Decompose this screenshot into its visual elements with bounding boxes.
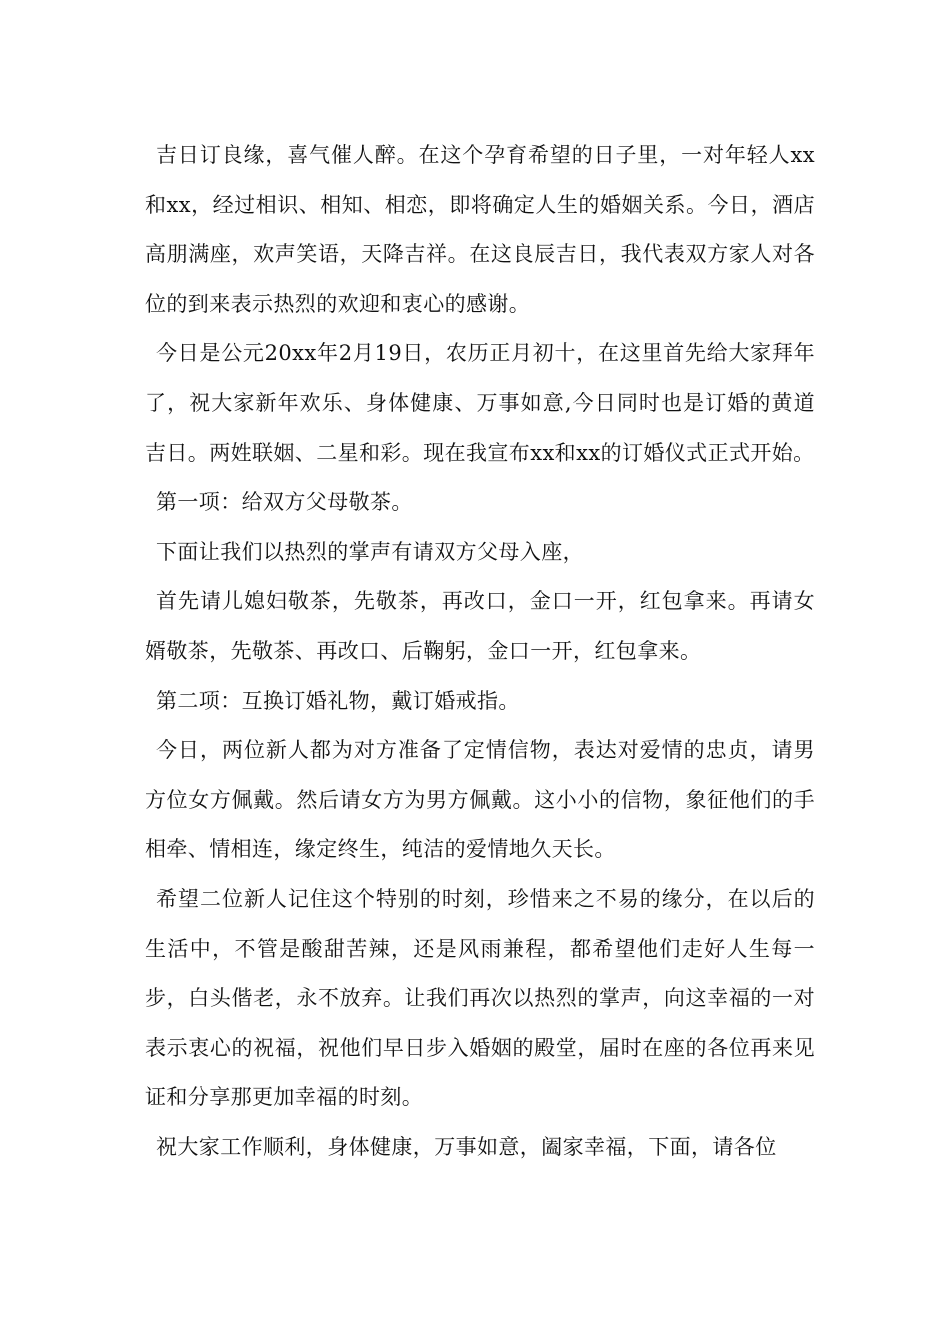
paragraph-parents-seated: 下面让我们以热烈的掌声有请双方父母入座， (156, 539, 584, 564)
paragraph-tea-ceremony: 首先请儿媳妇敬茶，先敬茶，再改口，金口一开，红包拿来。再请女婿敬茶，先敬茶、再改口、后鞠躬，金口一开，红包拿来。 (145, 589, 815, 663)
paragraph-closing: 祝大家工作顺利，身体健康，万事如意，阖家幸福，下面，请各位 (156, 1134, 777, 1159)
paragraph-opening: 吉日订良缘，喜气催人醉。在这个孕育希望的日子里，一对年轻人xx和xx，经过相识、相知、相恋，即将确定人生的婚姻关系。今日，酒店高朋满座，欢声笑语，天降吉祥。在这良辰吉日，我代表双方家人对各位的到来表示热烈的欢迎和衷心的感谢。 (145, 143, 815, 316)
paragraph-item-one-heading: 第一项：给双方父母敬茶。 (156, 490, 413, 515)
document-body (145, 131, 815, 1172)
paragraph-date-announcement: 今日是公元20xx年2月19日，农历正月初十，在这里首先给大家拜年了，祝大家新年欢乐、身体健康、万事如意,今日同时也是订婚的黄道吉日。两姓联姻、二星和彩。现在我宣布xx和xx的订婚仪式正式开始。 (145, 341, 815, 465)
paragraph-item-two-heading: 第二项：互换订婚礼物，戴订婚戒指。 (156, 688, 520, 713)
paragraph-blessing: 希望二位新人记住这个特别的时刻，珍惜来之不易的缘分，在以后的生活中，不管是酸甜苦辣，还是风雨兼程，都希望他们走好人生每一步，白头偕老，永不放弃。让我们再次以热烈的掌声，向这幸福的一对表示衷心的祝福，祝他们早日步入婚姻的殿堂，届时在座的各位再来见证和分享那更加幸福的时刻。 (145, 886, 815, 1110)
paragraph-ring-exchange: 今日，两位新人都为对方准备了定情信物，表达对爱情的忠贞，请男方位女方佩戴。然后请女方为男方佩戴。这小小的信物，象征他们的手相牵、情相连，缘定终生，纯洁的爱情地久天长。 (145, 738, 815, 862)
